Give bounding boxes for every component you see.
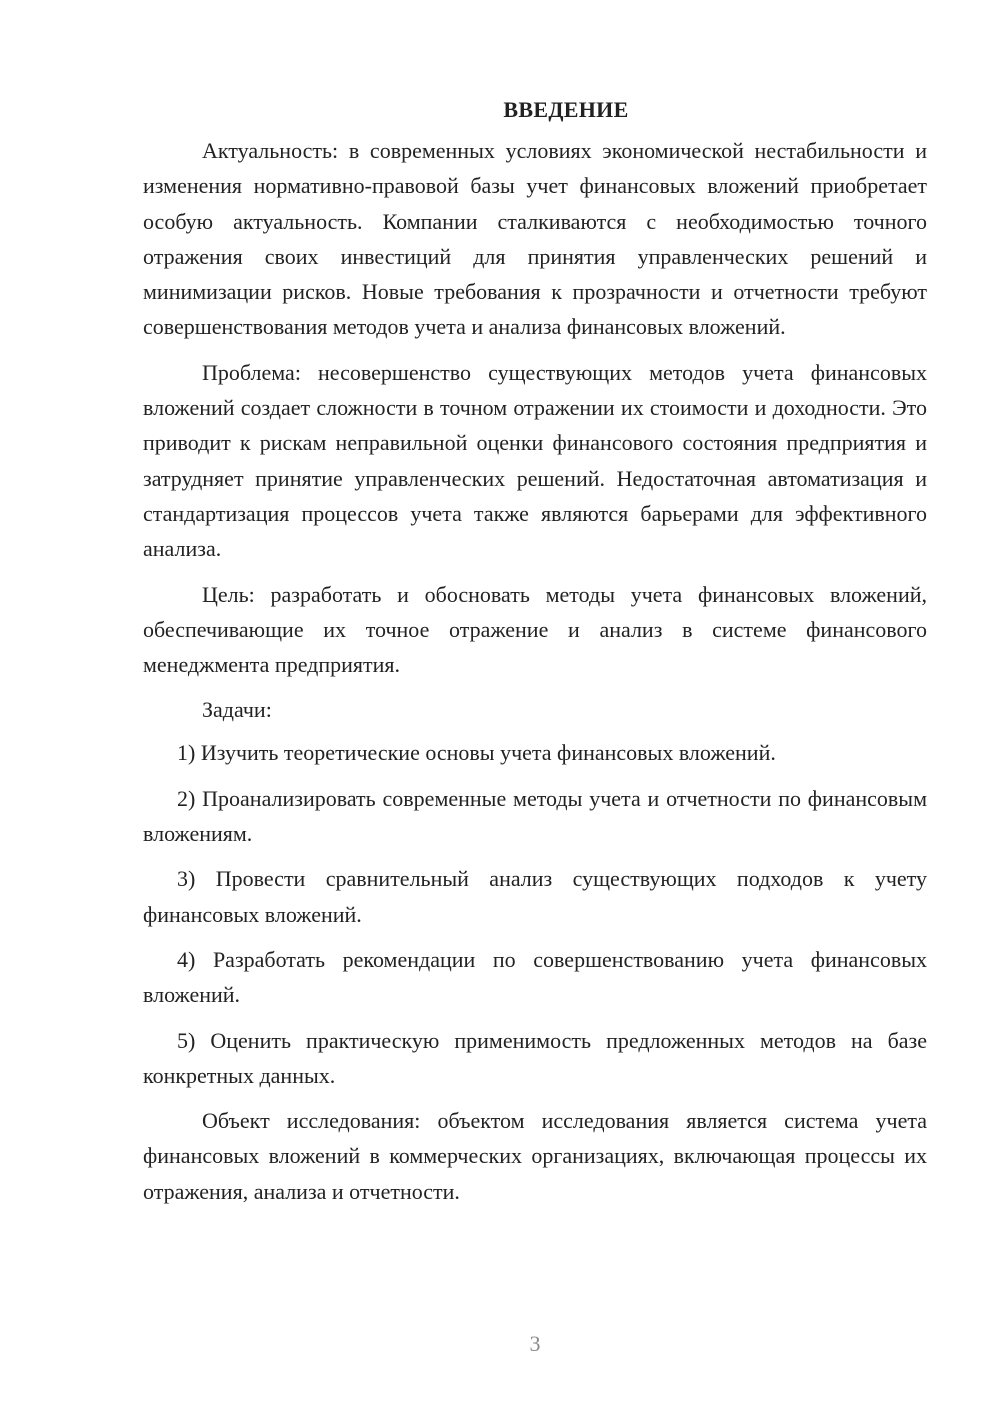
section-title: ВВЕДЕНИЕ	[503, 97, 629, 122]
research-object-paragraph: Объект исследования: объектом исследования является система учета финансовых вложений в коммерческих организациях, включающая процессы их отражения, анализа и отчетности.	[143, 1108, 927, 1204]
task-item: 1) Изучить теоретические основы учета финансовых вложений.	[177, 740, 776, 766]
relevance-paragraph: Актуальность: в современных условиях экономической нестабильности и изменения нормативно-правовой базы учет финансовых вложений приобретает особую актуальность. Компании сталкиваются с необходимостью точного отражения своих инвестиций для принятия управленческих решений и минимизации рисков. Новые требования к прозрачности и отчетности требуют совершенствования методов учета и анализа финансовых вложений.	[143, 138, 927, 340]
page-content	[143, 92, 927, 1219]
task-item: 5) Оценить практическую применимость предложенных методов на базе конкретных данных.	[143, 1027, 927, 1088]
task-item: 3) Провести сравнительный анализ существующих подходов к учету финансовых вложений.	[143, 866, 927, 927]
tasks-heading: Задачи:	[202, 697, 272, 723]
problem-paragraph: Проблема: несовершенство существующих методов учета финансовых вложений создает сложности в точном отражении их стоимости и доходности. Это приводит к рискам неправильной оценки финансового состояния предприятия и затрудняет принятие управленческих решений. Недостаточная автоматизация и стандартизация процессов учета также являются барьерами для эффективного анализа.	[143, 359, 927, 562]
tasks-list	[143, 735, 927, 1093]
goal-paragraph: Цель: разработать и обосновать методы учета финансовых вложений, обеспечивающие их точное отражение и анализ в системе финансового менеджмента предприятия.	[143, 581, 927, 678]
task-item: 2) Проанализировать современные методы учета и отчетности по финансовым вложениям.	[143, 785, 927, 847]
task-item: 4) Разработать рекомендации по совершенствованию учета финансовых вложений.	[143, 946, 927, 1008]
page-number: 3	[529, 1331, 541, 1356]
